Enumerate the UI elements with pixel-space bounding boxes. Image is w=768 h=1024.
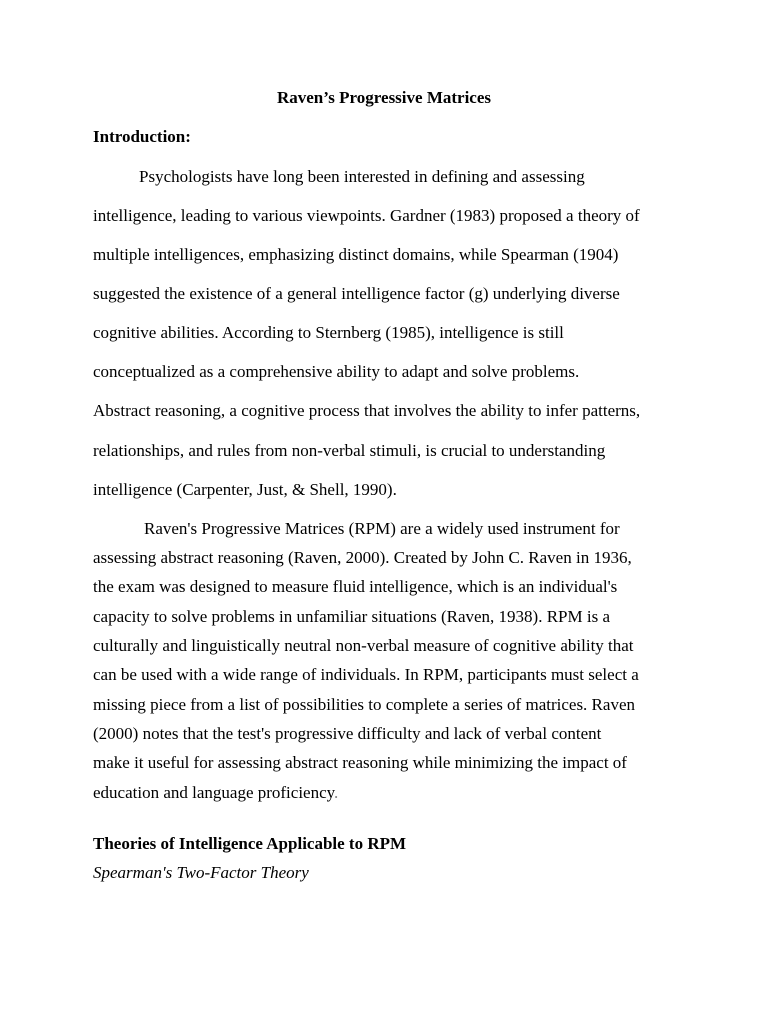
section-heading: Theories of Intelligence Applicable to RPM (93, 834, 407, 853)
paragraph-1-line: cognitive abilities. According to Sternberg (1985), intelligence is still (93, 323, 564, 342)
paragraph-2-line: make it useful for assessing abstract reasoning while minimizing the impact of (93, 753, 627, 772)
paragraph-1-line: intelligence, leading to various viewpoints. Gardner (1983) proposed a theory of (93, 206, 640, 225)
paragraph-2-line: (2000) notes that the test's progressive difficulty and lack of verbal content (93, 724, 602, 743)
paragraph-1-line: conceptualized as a comprehensive ability to adapt and solve problems. (93, 362, 580, 381)
paragraph-2-end-period: . (334, 783, 339, 802)
paragraph-1-line: multiple intelligences, emphasizing distinct domains, while Spearman (1904) (93, 245, 619, 264)
paragraph-2-line: missing piece from a list of possibilities to complete a series of matrices. Raven (93, 695, 635, 714)
paragraph-1-line: Psychologists have long been interested in defining and assessing (139, 167, 585, 186)
paragraph-2-line: assessing abstract reasoning (Raven, 2000). Created by John C. Raven in 1936, (93, 548, 632, 567)
subsection-heading: Spearman's Two-Factor Theory (93, 863, 309, 882)
paragraph-2-line: can be used with a wide range of individuals. In RPM, participants must select a (93, 665, 639, 684)
paragraph-2-line: the exam was designed to measure fluid intelligence, which is an individual's (93, 577, 618, 596)
paragraph-1-line: intelligence (Carpenter, Just, & Shell, 1990). (93, 480, 397, 499)
paragraph-2-line: education and language proficiency (93, 783, 335, 802)
document-title: Raven’s Progressive Matrices (276, 88, 491, 107)
paragraph-2-line: culturally and linguistically neutral non-verbal measure of cognitive ability that (93, 636, 634, 655)
paragraph-2-line: capacity to solve problems in unfamiliar situations (Raven, 1938). RPM is a (93, 607, 610, 626)
paragraph-1-line: relationships, and rules from non-verbal stimuli, is crucial to understanding (93, 441, 606, 460)
paragraph-2-last-line (93, 782, 338, 804)
paragraph-2-line: Raven's Progressive Matrices (RPM) are a widely used instrument for (144, 519, 620, 538)
introduction-heading: Introduction: (93, 127, 191, 146)
paragraph-1-line: suggested the existence of a general intelligence factor (g) underlying diverse (93, 284, 620, 303)
paragraph-1-line: Abstract reasoning, a cognitive process that involves the ability to infer patterns, (93, 401, 641, 420)
